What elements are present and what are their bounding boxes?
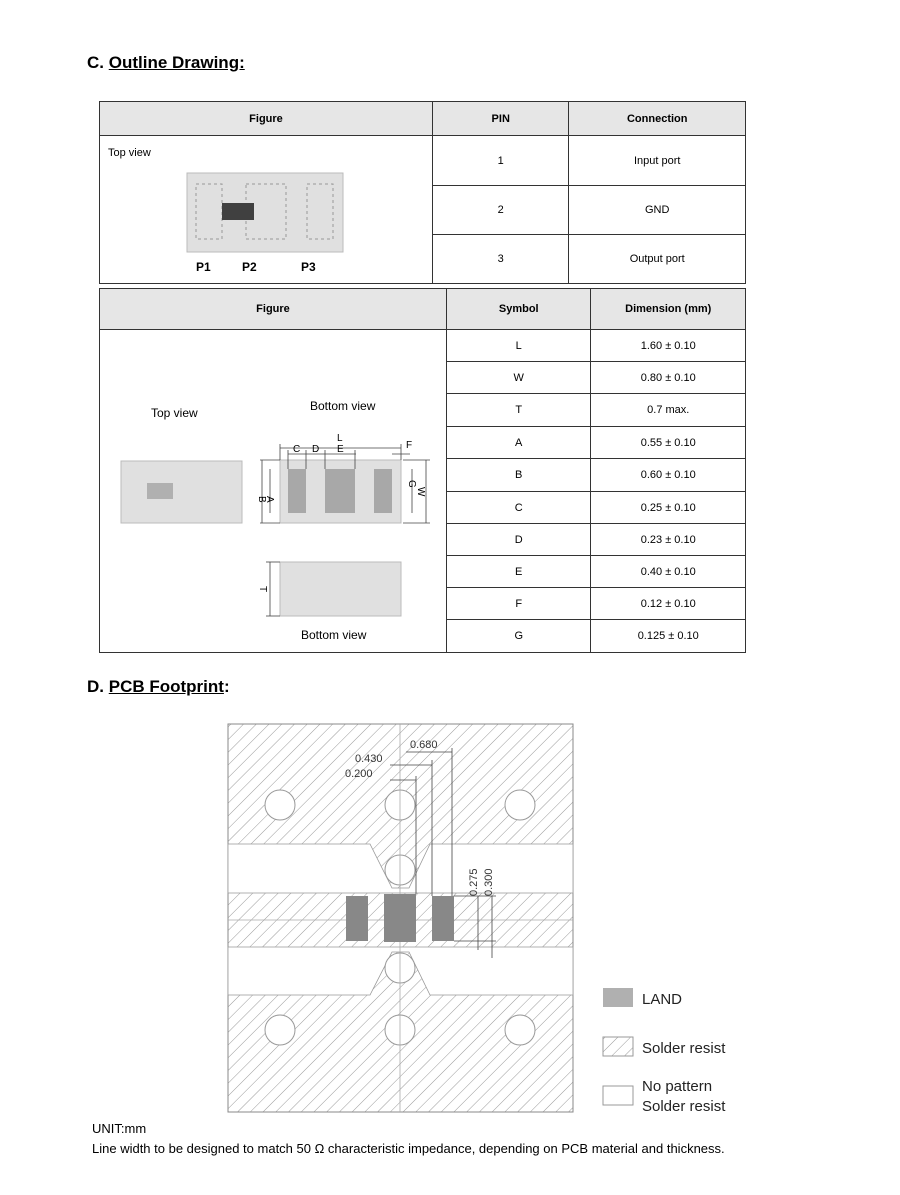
- pin-connection-3: Output port: [569, 235, 746, 284]
- dim-value-0: 1.60 ± 0.10: [591, 330, 746, 362]
- pin-number-1: 1: [432, 136, 568, 186]
- dim-letter-g: G: [406, 480, 417, 488]
- pin-table-header-pin: PIN: [432, 102, 568, 136]
- dim-bottom-view-label: Bottom view: [310, 399, 376, 413]
- via-top-left: [265, 790, 295, 820]
- dim-0200: 0.200: [345, 768, 373, 780]
- dim-value-7: 0.40 ± 0.10: [591, 556, 746, 588]
- dim-letter-l: L: [337, 433, 343, 444]
- pin-connection-1: Input port: [569, 136, 746, 186]
- dim-symbol-2: T: [446, 394, 590, 427]
- dim-symbol-4: B: [446, 459, 590, 492]
- legend-land-label: LAND: [642, 991, 683, 1008]
- pin-table-header-figure: Figure: [100, 102, 433, 136]
- via-top-right: [505, 790, 535, 820]
- dim-letter-w: W: [415, 487, 426, 497]
- land-center: [384, 894, 416, 942]
- dim-symbol-3: A: [446, 427, 590, 459]
- dim-letter-t: T: [257, 586, 268, 593]
- section-c-letter: C.: [87, 53, 104, 72]
- dim-0430: 0.430: [355, 753, 383, 765]
- dim-symbol-9: G: [446, 620, 590, 653]
- dim-symbol-1: W: [446, 362, 590, 394]
- dim-value-8: 0.12 ± 0.10: [591, 588, 746, 620]
- dim-letter-f: F: [406, 440, 413, 451]
- pin-number-3: 3: [432, 235, 568, 284]
- pin-label-p1: P1: [196, 260, 211, 274]
- pin-connection-2: GND: [569, 186, 746, 235]
- pin-number-2: 2: [432, 186, 568, 235]
- legend-land-swatch: [603, 988, 633, 1007]
- dim-side-view-label: Bottom view: [301, 628, 367, 642]
- section-d-suffix: :: [223, 677, 230, 696]
- pin-table-header-connection: Connection: [569, 102, 746, 136]
- dim-symbol-7: E: [446, 556, 590, 588]
- dim-0275: 0.275: [468, 868, 480, 896]
- dim-table-header-dimension: Dimension (mm): [591, 289, 746, 330]
- pin-label-p2: P2: [242, 260, 257, 274]
- dim-top-view-label: Top view: [151, 406, 198, 420]
- dim-symbol-8: F: [446, 588, 590, 620]
- legend-nopattern-swatch: [603, 1086, 633, 1105]
- section-c-title: Outline Drawing:: [108, 53, 245, 72]
- impedance-note: Line width to be designed to match 50 Ω characteristic impedance, depending on PCB material and thickness.: [92, 1141, 725, 1156]
- dim-value-6: 0.23 ± 0.10: [591, 524, 746, 556]
- dim-value-9: 0.125 ± 0.10: [591, 620, 746, 653]
- dim-symbol-5: C: [446, 492, 590, 524]
- legend-nopattern-label-1: No pattern: [642, 1078, 713, 1095]
- dim-value-4: 0.60 ± 0.10: [591, 459, 746, 492]
- pin-label-p3: P3: [301, 260, 316, 274]
- dim-symbol-6: D: [446, 524, 590, 556]
- land-left: [346, 896, 368, 941]
- via-bottom-left: [265, 1015, 295, 1045]
- dim-value-5: 0.25 ± 0.10: [591, 492, 746, 524]
- section-d-title: PCB Footprint: [108, 677, 224, 696]
- legend-resist-swatch: [603, 1037, 633, 1056]
- dim-value-3: 0.55 ± 0.10: [591, 427, 746, 459]
- dim-table-header-figure: Figure: [100, 289, 447, 330]
- dim-0300: 0.300: [483, 868, 495, 896]
- dim-letter-d: D: [312, 444, 320, 455]
- dim-0680: 0.680: [410, 739, 438, 751]
- dim-value-1: 0.80 ± 0.10: [591, 362, 746, 394]
- via-bottom-right: [505, 1015, 535, 1045]
- land-right: [432, 896, 454, 941]
- section-d-letter: D.: [87, 677, 104, 696]
- unit-note: UNIT:mm: [92, 1121, 147, 1136]
- dim-letter-a: A: [264, 496, 275, 503]
- dim-letter-e: E: [337, 444, 344, 455]
- dim-table-header-symbol: Symbol: [446, 289, 590, 330]
- dim-value-2: 0.7 max.: [591, 394, 746, 427]
- dim-letter-c: C: [293, 444, 301, 455]
- pin-top-view-label: Top view: [108, 147, 151, 159]
- dim-symbol-0: L: [446, 330, 590, 362]
- dim-letter-b: B: [256, 496, 267, 503]
- legend-resist-label: Solder resist: [642, 1040, 726, 1057]
- legend-nopattern-label-2: Solder resist: [642, 1098, 726, 1115]
